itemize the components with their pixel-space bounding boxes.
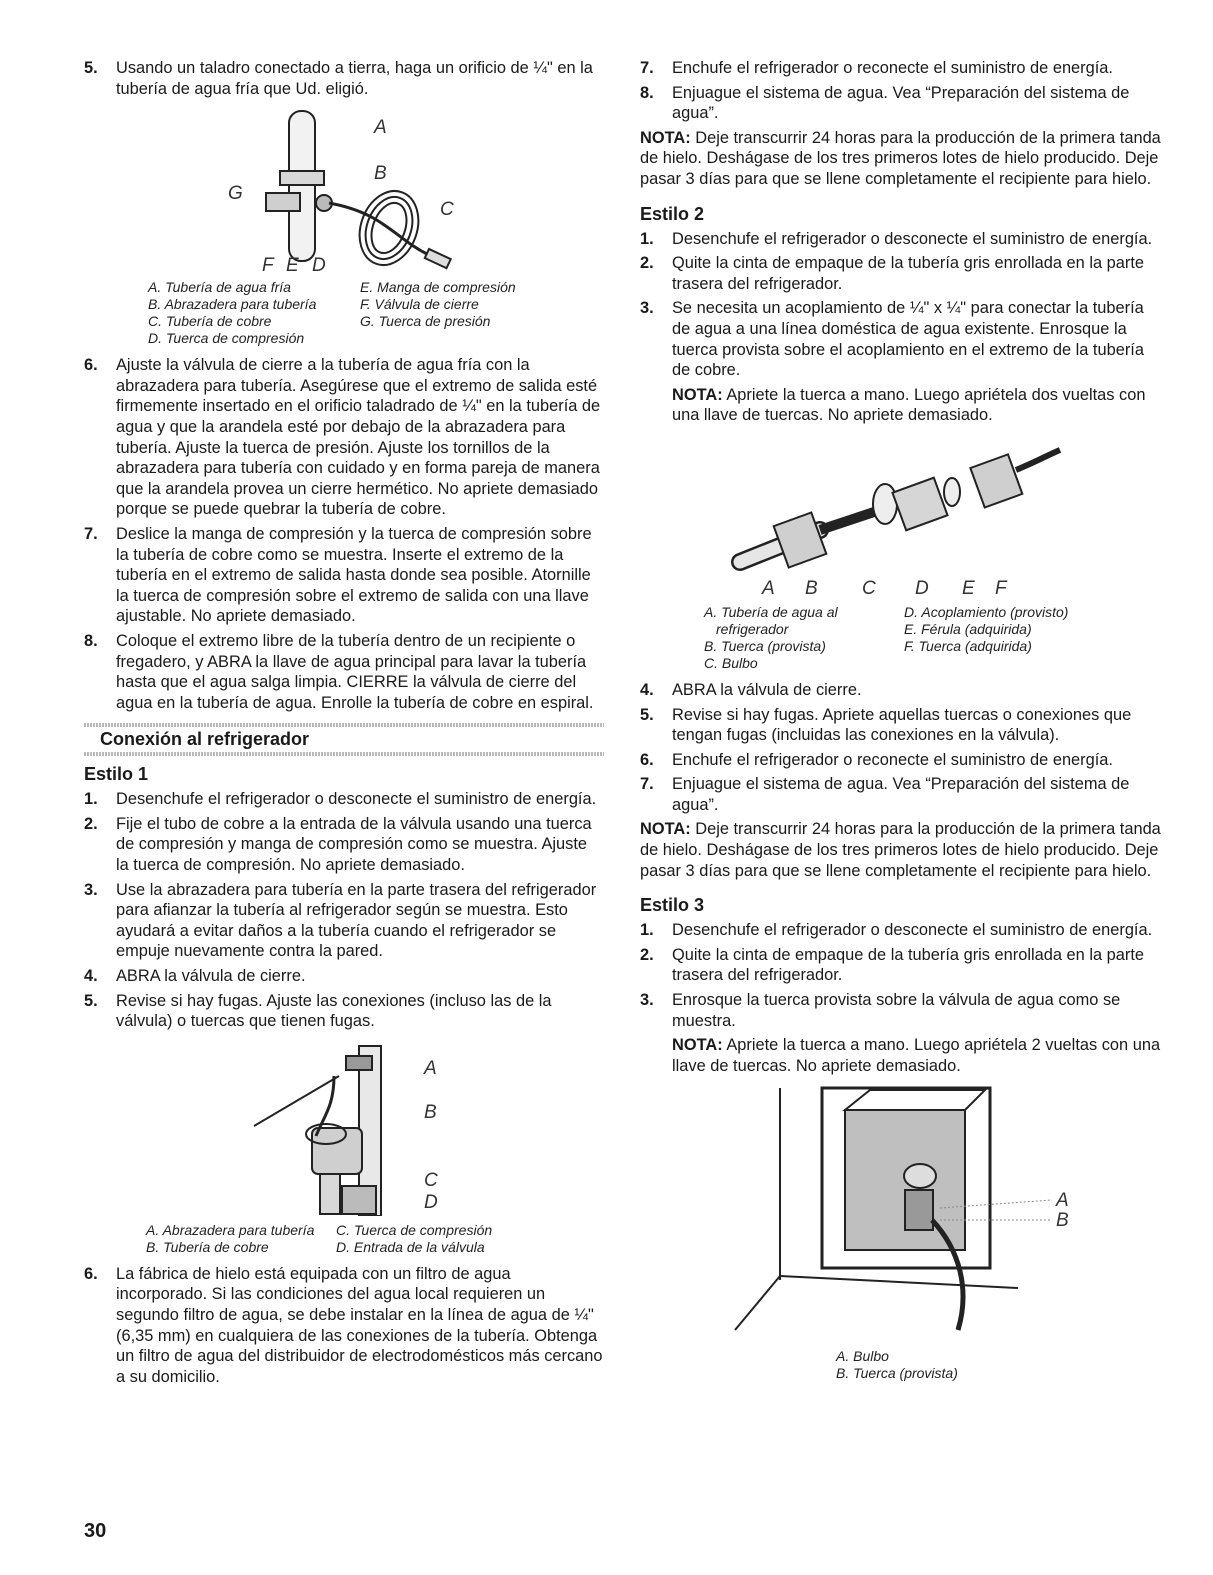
item-number: 1.: [640, 229, 654, 248]
item-text: Deslice la manga de compresión y la tuerca de compresión sobre la tubería de cobre como se muestra. Inserte el extremo de la tubería en el extremo de salida hasta donde sea posible. Atornille la tuerca de compresión sobre el extremo de salida con una llave ajustable. No apriete demasiado.: [116, 524, 592, 626]
item-number: 1.: [84, 790, 98, 809]
item-text: Coloque el extremo libre de la tubería dentro de un recipiente o fregadero, y ABRA la llave de agua principal para lavar la tubería hasta que el agua salga limpia. CIERRE la válvula de cierre del agua en la tubería de agua. Enrolle la tubería de cobre en espiral.: [116, 631, 594, 712]
item-text: Enrosque la tuerca provista sobre la válvula de agua como se muestra.: [672, 991, 1121, 1030]
legend-item: D. Entrada de la válvula: [336, 1238, 485, 1255]
valve-inlet-figure: [84, 1036, 604, 1216]
style-heading: Estilo 1: [84, 764, 149, 785]
legend-item: A. Tubería de agua al: [704, 603, 838, 620]
legend-item: F. Válvula de cierre: [360, 296, 479, 313]
list-item: [84, 789, 604, 810]
item-text: Enchufe el refrigerador o reconecte el suministro de energía.: [672, 750, 1113, 769]
item-number: 8.: [84, 631, 98, 650]
figure-label: C: [862, 577, 876, 598]
item-number: 6.: [84, 356, 98, 375]
legend-item: C. Tuerca de compresión: [336, 1221, 493, 1238]
item-number: 6.: [640, 750, 654, 769]
note-text: Deje transcurrir 24 horas para la producción de la primera tanda de hielo. Deshágase de los tres primeros lotes de hielo producido. Deje pasar 3 días para que se llene completamente el recipiente para hielo.: [640, 820, 1161, 880]
item-number: 1.: [640, 921, 654, 940]
item-number: 5.: [640, 705, 654, 724]
item-number: 4.: [84, 967, 98, 986]
item-text: Se necesita un acoplamiento de ¼" x ¼" para conectar la tubería de agua a una línea doméstica de agua existente. Enrosque la tuerca provista sobre el acoplamiento en el extremo de la tubería de cobre.: [672, 299, 1144, 380]
item-text: Usando un taladro conectado a tierra, haga un orificio de ¼" en la tubería de agua fría que Ud. eligió.: [116, 59, 593, 98]
figure-label: D: [424, 1191, 438, 1213]
item-text: ABRA la válvula de cierre.: [672, 680, 862, 699]
legend-item: refrigerador: [716, 620, 789, 637]
legend-item: C. Bulbo: [704, 654, 758, 671]
note: [672, 385, 1162, 426]
figure-label: B: [424, 1101, 437, 1123]
shutoff-valve-illustration: [84, 103, 604, 273]
item-text: Desenchufe el refrigerador o desconecte el suministro de energía.: [672, 229, 1153, 248]
item-text: Ajuste la válvula de cierre a la tubería de agua fría con la abrazadera para tubería. Asegúrese que el extremo de salida esté firmemente insertado en el orificio taladrado de ¼" en la tubería de agua y que la arandela esté por debajo de la abrazadera para tubería. Ajuste la tuerca de presión. Ajuste los tornillos de la abrazadera para tubería con cuidado y en forma pareja de manera que la arandela provea un cierre hermético. No apriete demasiado porque se puede quebrar la tubería de cobre.: [116, 356, 601, 519]
list-item: [640, 229, 1162, 250]
legend-item: C. Tubería de cobre: [148, 313, 272, 330]
figure-label: B: [374, 163, 387, 185]
item-number: 3.: [640, 991, 654, 1010]
list-item: [84, 58, 604, 99]
item-text: Use la abrazadera para tubería en la parte trasera del refrigerador para afianzar la tubería al refrigerador según se muestra. Esto ayudará a evitar daños a la tubería cuando el refrigerador se empuje nuevamente contra la pared.: [116, 880, 597, 961]
item-number: 5.: [84, 59, 98, 77]
item-text: Fije el tubo de cobre a la entrada de la válvula usando una tuerca de compresión y manga de compresión como se muestra. Ajuste la tuerca de compresión. No apriete demasiado.: [116, 814, 592, 875]
style-heading: Estilo 2: [640, 203, 705, 224]
note-label: NOTA:: [672, 385, 723, 404]
figure-label: E: [286, 255, 299, 274]
figure-label: B: [805, 577, 818, 598]
list-item: [640, 680, 1162, 701]
list-item: [84, 814, 604, 876]
note: [640, 128, 1162, 190]
list-item: [84, 991, 604, 1032]
item-text: Revise si hay fugas. Ajuste las conexiones (incluso las de la válvula) o tuercas que tienen fugas.: [116, 991, 552, 1031]
note-label: NOTA:: [640, 820, 691, 839]
item-text: La fábrica de hielo está equipada con un filtro de agua incorporado. Si las condiciones del agua local requieren un segundo filtro de agua, se debe instalar en la línea de agua de ¼" (6,35 mm) en cualquiera de las conexiones de la tubería. Obtenga un filtro de agua del distribuidor de electrodomésticos más cercano a su domicilio.: [116, 1264, 603, 1386]
item-text: Desenchufe el refrigerador o desconecte el suministro de energía.: [672, 921, 1153, 940]
item-text: Desenchufe el refrigerador o desconecte el suministro de energía.: [116, 790, 597, 809]
item-number: 8.: [640, 83, 654, 102]
item-text: Revise si hay fugas. Apriete aquellas tuercas o conexiones que tengan fugas (incluidas las conexiones en la válvula).: [672, 705, 1132, 745]
list-item: [640, 298, 1162, 426]
list-item: [640, 920, 1162, 941]
figure-label: G: [228, 183, 243, 205]
legend-item: B. Abrazadera para tubería: [148, 296, 317, 313]
list-item: [84, 1264, 604, 1388]
list-item: [640, 253, 1162, 294]
figure-label: D: [915, 577, 929, 598]
figure-label: D: [312, 255, 326, 274]
shutoff-valve-figure: [84, 103, 604, 273]
legend-item: A. Bulbo: [836, 1348, 889, 1365]
item-text: Enjuague el sistema de agua. Vea “Preparación del sistema de agua”.: [672, 775, 1130, 814]
figure-label: A: [424, 1057, 437, 1079]
list-item: [640, 774, 1162, 815]
figure-label: C: [440, 199, 454, 221]
water-valve-figure: [640, 1080, 1162, 1342]
item-number: 2.: [640, 945, 654, 964]
water-valve-illustration: [640, 1080, 1162, 1342]
legend-item: D. Acoplamiento (provisto): [904, 603, 1069, 620]
item-number: 3.: [84, 880, 98, 899]
list-item: [640, 990, 1162, 1076]
item-text: ABRA la válvula de cierre.: [116, 967, 306, 986]
list-item: [640, 750, 1162, 771]
legend-item: E. Manga de compresión: [360, 279, 516, 296]
item-number: 5.: [84, 991, 98, 1010]
figure-label: A: [762, 577, 775, 598]
note-text: Deje transcurrir 24 horas para la producción de la primera tanda de hielo. Deshágase de los tres primeros lotes de hielo producido. Deje pasar 3 días para que se llene completamente el recipiente para hielo.: [640, 128, 1161, 188]
list-item: [640, 945, 1162, 986]
list-item: [640, 58, 1162, 79]
legend-item: F. Tuerca (adquirida): [904, 637, 1032, 654]
figure-label: F: [995, 577, 1007, 598]
item-text: Enchufe el refrigerador o reconecte el suministro de energía.: [672, 59, 1113, 77]
item-number: 7.: [640, 775, 654, 794]
legend-item: A. Abrazadera para tubería: [146, 1221, 315, 1238]
legend-item: B. Tuerca (provista): [836, 1365, 958, 1382]
figure-label: A: [1056, 1190, 1069, 1212]
list-item: [84, 355, 604, 520]
section-heading: [84, 723, 604, 756]
item-number: 2.: [84, 814, 98, 833]
legend-item: B. Tuerca (provista): [704, 637, 826, 654]
item-number: 7.: [640, 59, 654, 77]
item-text: Enjuague el sistema de agua. Vea “Preparación del sistema de agua”.: [672, 83, 1130, 123]
section-title: Conexión al refrigerador: [100, 729, 310, 750]
item-text: Quite la cinta de empaque de la tubería gris enrollada en la parte trasera del refrigerador.: [672, 254, 1144, 293]
note: [640, 819, 1162, 881]
coupling-figure: [640, 430, 1162, 598]
list-item: [84, 631, 604, 713]
figure-label: C: [424, 1169, 438, 1191]
note: [672, 1035, 1162, 1076]
figure-legend: [704, 604, 1162, 672]
left-column: [84, 58, 604, 1391]
coupling-illustration: [640, 430, 1162, 598]
figure-legend: [836, 1348, 1162, 1382]
note-label: NOTA:: [640, 128, 691, 147]
page-number: 30: [84, 1520, 107, 1542]
item-number: 3.: [640, 299, 654, 318]
right-column: [640, 58, 1162, 1390]
legend-item: D. Tuerca de compresión: [148, 330, 305, 347]
item-number: 6.: [84, 1264, 98, 1283]
note-label: NOTA:: [672, 1036, 723, 1055]
list-item: [640, 83, 1162, 124]
figure-label: F: [262, 255, 274, 274]
item-number: 7.: [84, 524, 98, 543]
item-number: 4.: [640, 680, 654, 699]
style-heading: Estilo 3: [640, 895, 705, 916]
list-item: [84, 880, 604, 962]
item-number: 2.: [640, 254, 654, 273]
legend-item: B. Tubería de cobre: [146, 1238, 269, 1255]
figure-legend: [146, 1222, 604, 1256]
valve-inlet-illustration: [84, 1036, 604, 1216]
note-text: Apriete la tuerca a mano. Luego apriétela 2 vueltas con una llave de tuercas. No apriete demasiado.: [672, 1036, 1161, 1075]
item-text: Quite la cinta de empaque de la tubería gris enrollada en la parte trasera del refrigerador.: [672, 945, 1144, 985]
list-item: [84, 966, 604, 987]
figure-label: A: [374, 117, 387, 139]
legend-item: [904, 655, 1124, 672]
legend-item: G. Tuerca de presión: [360, 313, 491, 330]
list-item: [640, 705, 1162, 746]
figure-label: B: [1056, 1210, 1069, 1232]
legend-item: A. Tubería de agua fría: [148, 279, 291, 296]
legend-item: E. Férula (adquirida): [904, 620, 1032, 637]
figure-label: E: [962, 577, 975, 598]
figure-legend: [148, 279, 604, 347]
note-text: Apriete la tuerca a mano. Luego apriétela dos vueltas con una llave de tuercas. No apriete demasiado.: [672, 385, 1146, 425]
list-item: [84, 524, 604, 627]
